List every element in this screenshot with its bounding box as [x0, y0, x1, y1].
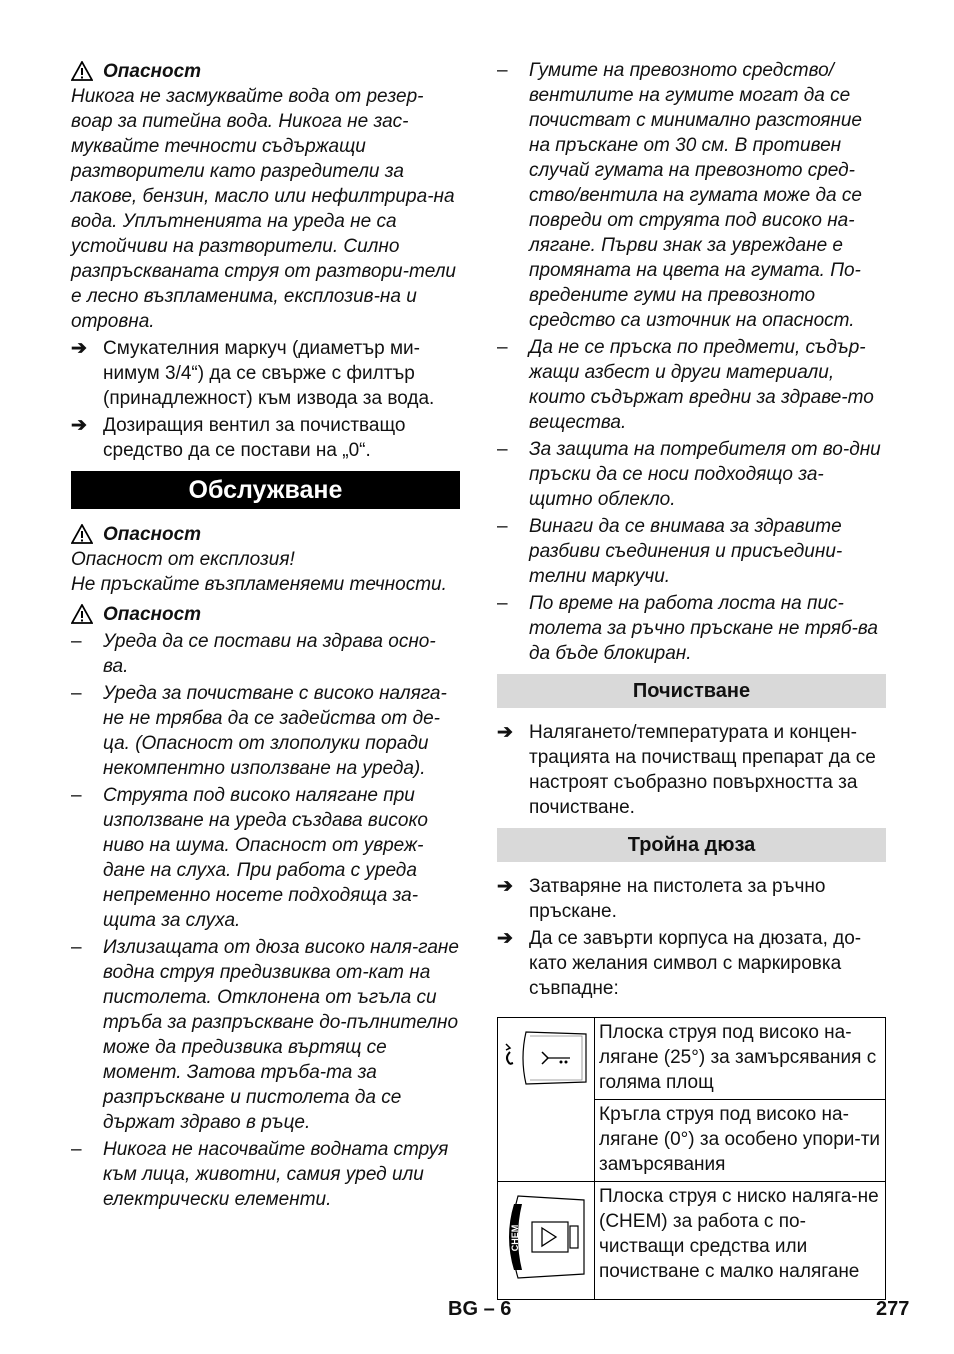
step-text: Дозиращия вентил за почистващо средство да се постави на „0“. [103, 415, 406, 461]
list-item-text: Уреда за почистване с високо наляга-не не трябва да се задейства от де-ца. (Опасност от злополуки поради некомпентно използване на уреда). [103, 683, 447, 779]
step-item [497, 926, 886, 1001]
warning-text: Никога не засмуквайте вода от резер-вoар за питейна вода. Никога не зас-муквайте течности съдържащи разтворители като разредители за лакове, бензин, масло или нефилтрира-на вода. Уплътненията на уреда не са устойчиви на разтворители. Силно разпръскваната струя от разтвори-тели е лесно възпламенима, експлозив-на и отровна. [71, 86, 456, 332]
arrow-icon: ➔ [497, 928, 513, 949]
warning-title: Опасност [103, 60, 202, 82]
warning-triangle-icon [71, 524, 93, 544]
table-row [498, 1182, 886, 1300]
list-item [71, 1137, 460, 1212]
step-item [71, 336, 460, 411]
table-row [498, 1018, 886, 1100]
page-number: 277 [876, 1298, 910, 1320]
section-title-nozzle: Тройна дюза [497, 828, 886, 862]
table-cell: Кръгла струя под високо на-лягане (0°) за особено упори-ти замърсявания [595, 1100, 886, 1182]
list-item [71, 935, 460, 1135]
right-column [497, 58, 886, 1300]
warning-text: Не пръскайте възпламеняеми течности. [71, 574, 447, 595]
list-item [497, 58, 886, 333]
dash-icon: – [497, 516, 508, 537]
footer-language-code: BG [448, 1298, 478, 1320]
list-item [497, 514, 886, 589]
list-item-text: Излизащата от дюза високо наля-гане водна струя предизвиква от-кат на пистолета. Отклонена от ъгъла си тръба за разпръскване до-пълнително може да предизвика въртящ се момент. Затова тръба-та за разпръскване и пистолета да се държат здраво в ръце. [103, 937, 459, 1133]
step-text: Да се завърти корпуса на дюзата, до-като желания символ с маркировка съвпадне: [529, 928, 862, 999]
nozzle-chem-icon [498, 1182, 594, 1292]
dash-icon: – [497, 593, 508, 614]
footer-local-page: – 6 [483, 1298, 512, 1320]
warning-title: Опасност [103, 523, 202, 545]
warning-heading [71, 601, 460, 627]
dash-icon: – [71, 937, 82, 958]
warning-title: Опасност [103, 603, 202, 625]
nozzle-high-pressure-icon [498, 1018, 594, 1174]
step-text: Смукателния маркуч (диаметър ми-нимум 3/4“) да се свърже с филтър (принадлежност) към извода за вода. [103, 338, 435, 409]
list-item-text: Струята под високо налягане при използване на уреда създава високо ниво на шума. Опасност от увреж-дане на слуха. При работа с уреда непременно носете подходяща за-щита за слуха. [103, 785, 428, 931]
list-item-text: Да не се пръска по предмети, съдър-жащи азбест и други материали, които съдържат вредни за здраве-то вещества. [529, 337, 874, 433]
chem-label: CHEM [510, 1224, 520, 1252]
list-item [497, 335, 886, 435]
warning-triangle-icon [71, 604, 93, 624]
arrow-icon: ➔ [497, 722, 513, 743]
arrow-icon: ➔ [71, 415, 87, 436]
dash-icon: – [497, 439, 508, 460]
list-item [71, 629, 460, 679]
dash-icon: – [71, 785, 82, 806]
list-item [71, 783, 460, 933]
dash-icon: – [497, 337, 508, 358]
arrow-icon: ➔ [71, 338, 87, 359]
step-text: Налягането/температурата и концен-трацията на почистващ препарат да се настроят съобразно повърхността за почистване. [529, 722, 876, 818]
dash-icon: – [71, 683, 82, 704]
warning-heading [71, 58, 460, 84]
list-item-text: Винаги да се внимава за здравите разбиви съединения и присъедини-телни маркучи. [529, 516, 843, 587]
step-item [497, 720, 886, 820]
footer-page-label [448, 1297, 511, 1322]
nozzle-image-cell [498, 1018, 595, 1182]
list-item-text: Уреда да се постави на здрава осно-ва. [103, 631, 436, 677]
section-title-operation: Обслужване [71, 471, 460, 509]
list-item [71, 681, 460, 781]
arrow-icon: ➔ [497, 876, 513, 897]
list-item-text: Гумите на превозното средство/ вентилите на гумите могат да се почистват с минимално разстояние на пръскане от 30 см. В противен случай гумата на превозното сред-ство/вентила на гумата може да се повреди от струята под високо на-лягане. Първи знак за увреждане е промяната на цвета на гумата. По-вредените гуми на превозното средство са източник на опасност. [529, 60, 862, 331]
dash-icon: – [497, 60, 508, 81]
dash-icon: – [71, 1139, 82, 1160]
section-title-cleaning: Почистване [497, 674, 886, 708]
list-item-text: Никога не насочвайте водната струя към лица, животни, самия уред или електрически елементи. [103, 1139, 449, 1210]
step-item [497, 874, 886, 924]
step-text: Затваряне на пистолета за ръчно пръскане. [529, 876, 826, 922]
nozzle-image-cell [498, 1182, 595, 1300]
step-item [71, 413, 460, 463]
list-item [497, 591, 886, 666]
table-cell: Плоска струя под високо на-лягане (25°) за замърсявания с голяма площ [595, 1018, 886, 1100]
list-item-text: По време на работа лоста на пис-толета за ръчно пръскане не тряб-ва да бъде блокиран. [529, 593, 878, 664]
warning-triangle-icon [71, 61, 93, 81]
dash-icon: – [71, 631, 82, 652]
left-column [71, 58, 460, 1212]
warning-text: Опасност от експлозия! [71, 549, 295, 570]
warning-heading [71, 521, 460, 547]
list-item-text: За защита на потребителя от во-дни пръски да се носи подходящо за-щитно облекло. [529, 439, 881, 510]
nozzle-table [497, 1017, 886, 1300]
list-item [497, 437, 886, 512]
table-cell: Плоска струя с ниско наляга-не (CHEM) за работа с по-чистващи средства или почистване с малко налягане [595, 1182, 886, 1300]
